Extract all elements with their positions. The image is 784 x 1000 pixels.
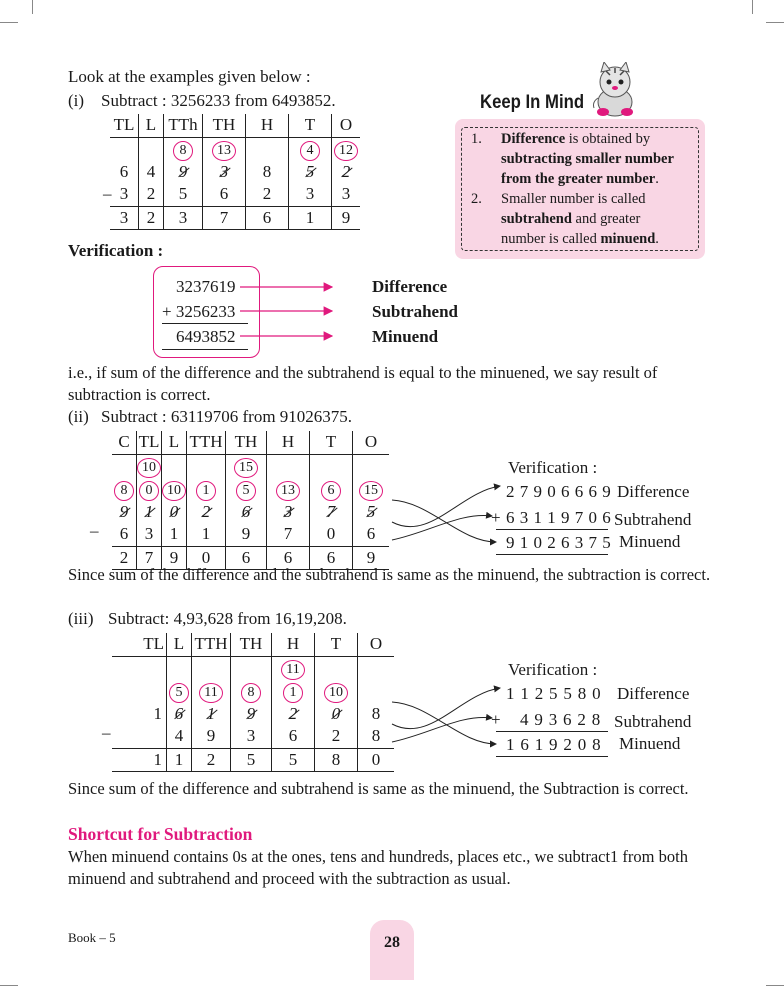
struck-digit: 0 (332, 703, 341, 726)
digit: 1 (167, 748, 192, 772)
subtrahend-row (112, 523, 389, 546)
crop-mark (766, 22, 784, 23)
digit: 7 (137, 546, 162, 570)
struck-digit: 6 (242, 501, 251, 524)
col-header: C (112, 431, 137, 454)
kim-item2-line3 (501, 229, 659, 249)
kitten-mascot-icon (588, 62, 642, 118)
ver1-line2: + 3256233 (162, 302, 236, 321)
digit: 3 (231, 725, 272, 748)
sum-line (496, 731, 608, 732)
col-header: H (272, 633, 315, 656)
digit: 3 (164, 206, 203, 230)
ver1-line1: 3237619 (176, 277, 236, 296)
struck-digit: 5 (367, 501, 376, 524)
struck-digit: 6 (175, 703, 184, 726)
crop-mark (752, 0, 753, 14)
digit: 7 (267, 523, 310, 546)
borrow-value: 13 (276, 481, 300, 501)
example3-title: Subtract: 4,93,628 from 16,19,208. (108, 609, 347, 628)
struck-digit: 2 (342, 161, 351, 184)
minus-sign: – (90, 521, 99, 540)
ex3-label-subtrahend: Subtrahend (614, 712, 692, 731)
digit: 7 (203, 206, 246, 230)
kim-bold: subtrahend (501, 211, 572, 227)
digit: 0 (358, 748, 395, 772)
crop-mark (32, 0, 33, 14)
sum-line (496, 554, 608, 555)
minuend-row (112, 703, 394, 726)
borrow-value: 10 (324, 683, 348, 703)
ex2-ver-line2: 6 3 1 1 9 7 0 6 (506, 508, 612, 527)
digit: 4 (139, 161, 164, 184)
digit: 9 (162, 546, 187, 570)
struck-digit: 9 (247, 703, 256, 726)
kim-number: 2. (471, 191, 482, 207)
col-header: TL (112, 633, 167, 656)
subtrahend-row (110, 183, 360, 206)
col-header: TH (231, 633, 272, 656)
borrow-value: 13 (212, 141, 236, 161)
borrow-value: 15 (359, 481, 383, 501)
borrow-value: 12 (334, 141, 358, 161)
digit: 5 (164, 183, 203, 206)
col-header: TTH (187, 431, 226, 454)
verification-arrows (240, 276, 340, 346)
borrow-value: 4 (300, 141, 320, 161)
ex2-ver-line3: 9 1 0 2 6 3 7 5 (506, 533, 612, 552)
sum-line (162, 323, 248, 324)
minuend-row (110, 161, 360, 184)
example2-verification-title: Verification : (508, 458, 598, 477)
digit: 2 (246, 183, 289, 206)
borrow-value: 1 (196, 481, 216, 501)
col-header: H (246, 114, 289, 137)
plus-sign: + (491, 508, 501, 527)
table-header-row (112, 431, 389, 454)
keep-in-mind-title: Keep In Mind (480, 92, 585, 113)
borrow-value: 8 (173, 141, 193, 161)
digit: 8 (358, 725, 395, 748)
struck-digit: 0 (170, 501, 179, 524)
digit: 6 (112, 523, 137, 546)
difference-row (112, 748, 394, 772)
shortcut-paragraph: When minuend contains 0s at the ones, tens and hundreds, places etc., we subtract1 from both minuend and subtrahend and proceed with the subtraction as usual. (68, 847, 688, 888)
digit: 9 (192, 725, 231, 748)
col-header: TH (226, 431, 267, 454)
struck-digit: 9 (120, 501, 129, 524)
borrow-row (110, 137, 360, 161)
kim-text: and greater (571, 211, 641, 227)
borrow-value: 11 (281, 660, 305, 680)
digit: 0 (310, 523, 353, 546)
kim-item1-line3 (501, 169, 659, 189)
digit: 9 (226, 523, 267, 546)
digit: 3 (289, 183, 332, 206)
ver1-label-subtrahend: Subtrahend (372, 302, 458, 321)
explanation-paragraph-3: Since sum of the difference and subtrahend is same as the minuend, the Subtraction is correct. (68, 779, 689, 798)
kim-text: number is called (501, 231, 601, 247)
col-header: O (358, 633, 395, 656)
borrow-value: 10 (137, 458, 161, 478)
struck-digit: 5 (306, 161, 315, 184)
digit (112, 725, 167, 748)
digit: 6 (310, 546, 353, 570)
borrow-value: 6 (321, 481, 341, 501)
kim-text: . (655, 171, 659, 187)
verification-heading: Verification : (68, 241, 164, 260)
digit: 2 (112, 546, 137, 570)
example2-table (112, 431, 389, 570)
digit: 4 (167, 725, 192, 748)
col-header: TL (110, 114, 139, 137)
crop-mark (0, 22, 18, 23)
minus-sign: – (103, 184, 112, 203)
digit: 2 (139, 206, 164, 230)
intro-text: Look at the examples given below : (68, 67, 311, 86)
digit: 9 (332, 206, 361, 230)
col-header: T (315, 633, 358, 656)
plus-sign: + (491, 710, 501, 729)
kim-bold: Difference (501, 131, 566, 147)
borrow-value: 11 (199, 683, 223, 703)
ex3-label-minuend: Minuend (619, 734, 681, 753)
example3-verification-title: Verification : (508, 660, 598, 679)
borrow-value: 1 (283, 683, 303, 703)
borrow-value: 5 (169, 683, 189, 703)
digit: 6 (119, 161, 129, 181)
struck-digit: 3 (284, 501, 293, 524)
kim-bold: from the greater number (501, 171, 656, 187)
digit: 1 (289, 206, 332, 230)
borrow-value: 5 (236, 481, 256, 501)
borrow-value: 8 (241, 683, 261, 703)
struck-digit: 7 (327, 501, 336, 524)
example2-title: Subtract : 63119706 from 91026375. (101, 407, 353, 426)
keep-in-mind-box (455, 119, 705, 259)
digit: 1 (162, 523, 187, 546)
example2-label: (ii) (68, 407, 89, 426)
borrow-row (112, 478, 389, 501)
example1-table (110, 114, 360, 230)
struck-digit: 2 (289, 703, 298, 726)
col-header: T (289, 114, 332, 137)
col-header: O (332, 114, 361, 137)
minuend-row (112, 501, 389, 524)
kim-item2-line1: Smaller number is called (501, 191, 646, 207)
kim-text: . (655, 231, 659, 247)
ex3-ver-line2: 4 9 3 6 2 8 (520, 710, 602, 729)
ex2-label-minuend: Minuend (619, 532, 681, 551)
col-header: TH (203, 114, 246, 137)
col-header: T (310, 431, 353, 454)
kim-text: is obtained by (565, 131, 651, 147)
digit: 6 (267, 546, 310, 570)
sum-line (162, 349, 248, 350)
ex2-label-difference: Difference (617, 482, 690, 501)
digit: 8 (246, 161, 289, 184)
page-number: 28 (384, 934, 400, 951)
example3-label: (iii) (68, 609, 94, 628)
explanation-paragraph-1: i.e., if sum of the difference and the subtrahend is equal to the minuened, we say result of subtraction is correct. (68, 363, 658, 404)
digit: 2 (192, 748, 231, 772)
digit: 3 (332, 183, 361, 206)
kim-item2-line2 (501, 209, 640, 229)
digit: 6 (246, 206, 289, 230)
borrow-value: 10 (162, 481, 186, 501)
digit: 2 (315, 725, 358, 748)
col-header: L (167, 633, 192, 656)
kim-number: 1. (471, 131, 482, 147)
digit: 6 (272, 725, 315, 748)
digit: 1 (153, 703, 162, 723)
digit: 1 (187, 523, 226, 546)
subtrahend-row (112, 725, 394, 748)
table-header-row (112, 633, 394, 656)
explanation-paragraph-2: Since sum of the difference and the subtrahend is same as the minuend, the subtraction is correct. (68, 565, 711, 584)
struck-digit: 2 (202, 501, 211, 524)
borrow-value: 8 (114, 481, 134, 501)
borrow-top-row (112, 656, 394, 680)
col-header: O (353, 431, 390, 454)
ver1-line3: 6493852 (176, 327, 236, 346)
digit: 6 (353, 523, 390, 546)
digit: 0 (187, 546, 226, 570)
borrow-top-row (112, 454, 389, 478)
col-header: H (267, 431, 310, 454)
ex3-ver-line3: 1 6 1 9 2 0 8 (506, 735, 602, 754)
book-label: Book – 5 (68, 930, 116, 945)
struck-digit: 9 (179, 161, 188, 184)
struck-digit: 3 (220, 161, 229, 184)
difference-row (110, 206, 360, 230)
kim-bold: minuend (600, 231, 656, 247)
col-header: TL (137, 431, 162, 454)
col-header: L (139, 114, 164, 137)
col-header: TTH (192, 633, 231, 656)
digit: 3 (110, 206, 139, 230)
minus-sign: – (102, 723, 111, 742)
digit: 6 (226, 546, 267, 570)
sum-line (496, 756, 608, 757)
crop-mark (766, 985, 784, 986)
digit: 6 (203, 183, 246, 206)
example3-table (112, 633, 394, 772)
ver1-label-difference: Difference (372, 277, 448, 296)
borrow-row (112, 680, 394, 703)
digit: 8 (358, 703, 395, 726)
ex2-label-subtrahend: Subtrahend (614, 510, 692, 529)
digit: 3 (137, 523, 162, 546)
digit: 9 (353, 546, 390, 570)
kim-item1-line2: subtracting smaller number (501, 151, 674, 167)
ver1-label-minuend: Minuend (372, 327, 439, 346)
col-header: TTh (164, 114, 203, 137)
ex2-ver-line1: 2 7 9 0 6 6 6 9 (506, 482, 612, 501)
borrow-value: 0 (139, 481, 159, 501)
table-header-row (110, 114, 360, 137)
digit: 8 (315, 748, 358, 772)
digit: 1 (112, 748, 167, 772)
digit: 2 (139, 183, 164, 206)
ex3-label-difference: Difference (617, 684, 690, 703)
example1-label: (i) (68, 91, 85, 110)
digit: 5 (231, 748, 272, 772)
shortcut-heading: Shortcut for Subtraction (68, 824, 253, 844)
digit: 5 (272, 748, 315, 772)
crop-mark (0, 985, 18, 986)
struck-digit: 1 (207, 703, 216, 726)
example1-title: Subtract : 3256233 from 6493852. (101, 91, 336, 110)
digit: 3 (110, 183, 139, 206)
sum-line (496, 529, 608, 530)
col-header: L (162, 431, 187, 454)
ex3-ver-line1: 1 1 2 5 5 8 0 (506, 684, 602, 703)
borrow-value: 15 (234, 458, 258, 478)
kim-item1-line1 (501, 129, 650, 149)
struck-digit: 1 (145, 501, 154, 524)
